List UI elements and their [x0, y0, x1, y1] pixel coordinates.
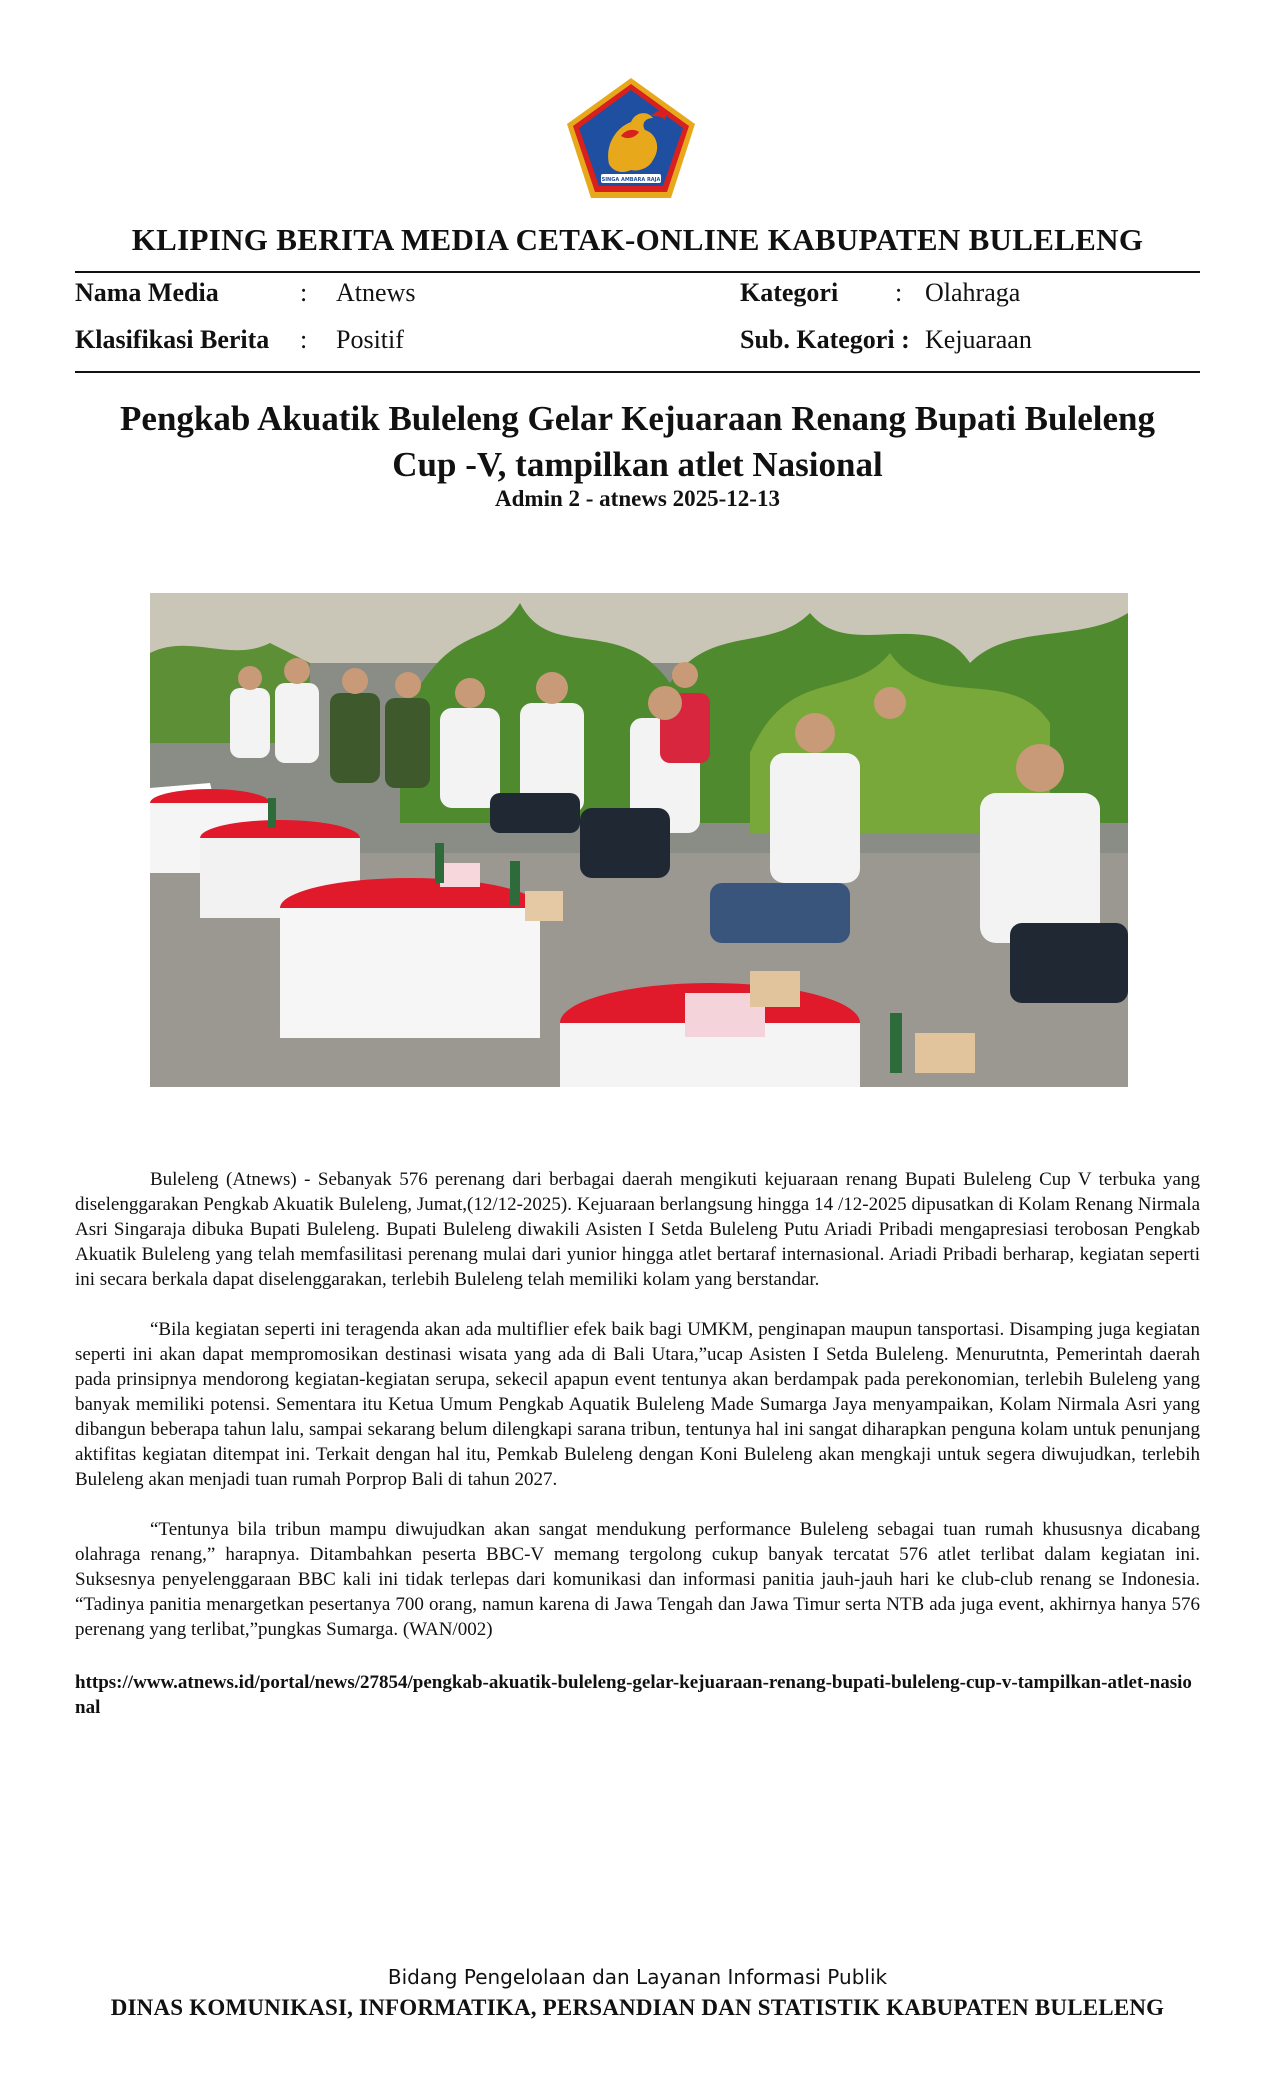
article-paragraph: Buleleng (Atnews) - Sebanyak 576 perenang dari berbagai daerah mengikuti kejuaraan renang Bupati Buleleng Cup V terbuka yang diselenggarakan Pengkab Akuatik Buleleng, Jumat,(12/12-2025). Kejuaraan berlangsung hingga 14 /12-2025 dipusatkan di Kolam Renang Nirmala Asri Singaraja dibuka Bupati Buleleng. Bupati Buleleng diwakili Asisten I Setda Buleleng Putu Ariadi Pribadi mengapresiasi terobosan Pengkab Akuatik Buleleng yang telah memfasilitasi perenang mulai dari yunior hingga atlet bertaraf internasional. Ariadi Pribadi berharap, kegiatan seperti ini secara berkala dapat diselenggarakan, terlebih Buleleng telah memiliki kolam yang berstandar. [75, 1169, 1200, 1290]
event-photo-illustration [150, 593, 1128, 1087]
header-divider-top [75, 271, 1200, 273]
article-photo [150, 593, 1128, 1087]
footer-division: Bidang Pengelolaan dan Layanan Informasi Publik [387, 1965, 888, 1989]
subkategori-value: Kejuaraan [925, 325, 1032, 354]
media-separator: : [300, 278, 308, 307]
klasifikasi-label: Klasifikasi Berita [75, 325, 270, 354]
klasifikasi-separator: : [300, 325, 308, 354]
kategori-label: Kategori [740, 278, 839, 307]
emblem-caption: SINGA AMBARA RAJA [601, 177, 661, 183]
meta-row-klasifikasi [75, 325, 1200, 361]
header-divider-bottom [75, 371, 1200, 373]
source-url-link[interactable]: https://www.atnews.id/portal/news/27854/pengkab-akuatik-buleleng-gelar-kejuaraan-renang-bupati-buleleng-cup-v-tampilkan-atlet-nasional [75, 1672, 1192, 1718]
article-byline: Admin 2 - atnews 2025-12-13 [495, 486, 780, 511]
kategori-value: Olahraga [925, 278, 1021, 307]
article-paragraph: “Tentunya bila tribun mampu diwujudkan akan sangat mendukung performance Buleleng sebagai tuan rumah khususnya dicabang olahraga renang,” harapnya. Ditambahkan peserta BBC-V memang tergolong cukup banyak tercatat 576 atlet terlibat dalam kegiatan ini. Suksesnya penyelenggaraan BBC kali ini tidak terlepas dari komunikasi dan informasi panitia jauh-jauh hari ke club-club renang se Indonesia. “Tadinya panitia menargetkan pesertanya 700 orang, namun karena di Jawa Tengah dan Jawa Timur serta NTB ada juga event, akhirnya hanya 576 perenang yang terlibat,”pungkas Sumarga. (WAN/002) [75, 1519, 1200, 1640]
article-body [75, 1167, 1200, 1667]
article-paragraph: “Bila kegiatan seperti ini teragenda akan ada multiflier efek baik bagi UMKM, penginapan maupun tansportasi. Disamping juga kegiatan seperti ini akan dapat mempromosikan destinasi wisata yang ada di Bali Utara,”ucap Asisten I Setda Buleleng. Menurutnta, Pemerintah daerah pada prinsipnya mendorong kegiatan-kegiatan serupa, sekecil apapun event tentunya akan berdampak pada perekonomian, terlebih Buleleng yang banyak memiliki potensi. Sementara itu Ketua Umum Pengkab Aquatik Buleleng Made Sumarga Jaya menyampaikan, Kolam Nirmala Asri yang dibangun beberapa tahun lalu, sampai sekarang belum dilengkapi sarana tribun, tentunya hal ini sangat diharapkan penguna kolam untuk penunjang aktifitas kegiatan ditempat ini. Terkait dengan hal itu, Pemkab Buleleng dengan Koni Buleleng akan mengkaji untuk segera diwujudkan, terlebih Buleleng akan menjadi tuan rumah Porprop Bali di tahun 2027. [75, 1319, 1200, 1490]
media-label: Nama Media [75, 278, 219, 307]
footer-agency: DINAS KOMUNIKASI, INFORMATIKA, PERSANDIAN DAN STATISTIK KABUPATEN BULELENG [110, 1995, 1165, 2020]
media-value: Atnews [336, 278, 416, 307]
article-headline: Pengkab Akuatik Buleleng Gelar Kejuaraan Renang Bupati Buleleng Cup -V, tampilkan atlet Nasional [120, 399, 1155, 484]
meta-row-media [75, 278, 1200, 314]
kategori-separator: : [895, 278, 903, 307]
klasifikasi-value: Positif [336, 325, 404, 354]
kliping-title: KLIPING BERITA MEDIA CETAK-ONLINE KABUPATEN BULELENG [131, 222, 1144, 257]
subkategori-label: Sub. Kategori : [740, 325, 910, 354]
